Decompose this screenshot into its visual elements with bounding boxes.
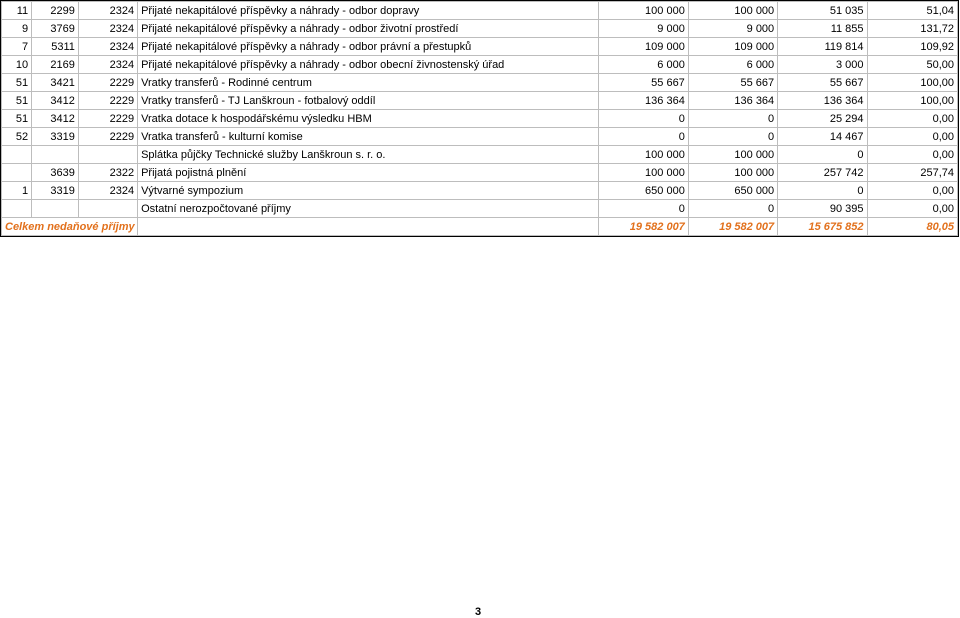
cell-actual: 51 035: [778, 2, 867, 20]
cell-actual: 90 395: [778, 200, 867, 218]
cell-item: 11: [2, 2, 32, 20]
table-row: [2, 110, 958, 128]
cell-percent: 131,72: [867, 20, 957, 38]
cell-item: 52: [2, 128, 32, 146]
table-row: [2, 146, 958, 164]
cell-paragraph: 2169: [32, 56, 79, 74]
cell-budget-approved: 0: [599, 200, 688, 218]
cell-percent: 0,00: [867, 128, 957, 146]
cell-item: 10: [2, 56, 32, 74]
cell-paragraph: 2299: [32, 2, 79, 20]
cell-description: Výtvarné sympozium: [138, 182, 599, 200]
cell-paragraph: [32, 200, 79, 218]
cell-actual: 0: [778, 146, 867, 164]
cell-description: Splátka půjčky Technické služby Lanškroun s. r. o.: [138, 146, 599, 164]
total-value-1: 19 582 007: [599, 218, 688, 236]
table-row: [2, 2, 958, 20]
cell-actual: 136 364: [778, 92, 867, 110]
cell-budget-approved: 100 000: [599, 164, 688, 182]
total-label: Celkem nedaňové příjmy: [2, 218, 138, 236]
cell-actual: 119 814: [778, 38, 867, 56]
cell-item-code: 2229: [78, 110, 137, 128]
cell-budget-adjusted: 136 364: [688, 92, 777, 110]
cell-description: Přijatá pojistná plnění: [138, 164, 599, 182]
cell-description: Vratka transferů - kulturní komise: [138, 128, 599, 146]
cell-item: [2, 146, 32, 164]
total-row: [2, 218, 958, 236]
cell-item: 1: [2, 182, 32, 200]
cell-percent: 100,00: [867, 92, 957, 110]
cell-description: Přijaté nekapitálové příspěvky a náhrady - odbor životní prostředí: [138, 20, 599, 38]
cell-paragraph: 3319: [32, 128, 79, 146]
table-row: [2, 182, 958, 200]
total-value-3: 15 675 852: [778, 218, 867, 236]
cell-percent: 0,00: [867, 200, 957, 218]
total-empty-cell: [138, 218, 599, 236]
cell-budget-adjusted: 0: [688, 110, 777, 128]
cell-description: Přijaté nekapitálové příspěvky a náhrady - odbor právní a přestupků: [138, 38, 599, 56]
cell-budget-adjusted: 55 667: [688, 74, 777, 92]
cell-item: 51: [2, 110, 32, 128]
cell-item: 51: [2, 74, 32, 92]
cell-percent: 257,74: [867, 164, 957, 182]
cell-item-code: [78, 146, 137, 164]
cell-actual: 55 667: [778, 74, 867, 92]
table-row: [2, 20, 958, 38]
cell-item-code: 2324: [78, 2, 137, 20]
table-row: [2, 128, 958, 146]
cell-percent: 0,00: [867, 146, 957, 164]
cell-actual: 11 855: [778, 20, 867, 38]
cell-description: Vratky transferů - TJ Lanškroun - fotbalový oddíl: [138, 92, 599, 110]
cell-description: Vratka dotace k hospodářskému výsledku HBM: [138, 110, 599, 128]
cell-budget-approved: 100 000: [599, 146, 688, 164]
cell-description: Přijaté nekapitálové příspěvky a náhrady - odbor dopravy: [138, 2, 599, 20]
cell-paragraph: 3639: [32, 164, 79, 182]
cell-actual: 257 742: [778, 164, 867, 182]
cell-percent: 109,92: [867, 38, 957, 56]
cell-paragraph: 3421: [32, 74, 79, 92]
cell-actual: 3 000: [778, 56, 867, 74]
cell-percent: 50,00: [867, 56, 957, 74]
cell-budget-adjusted: 0: [688, 200, 777, 218]
table-body: [2, 2, 958, 218]
cell-item-code: 2324: [78, 20, 137, 38]
cell-item-code: 2324: [78, 182, 137, 200]
total-value-2: 19 582 007: [688, 218, 777, 236]
cell-budget-approved: 100 000: [599, 2, 688, 20]
cell-budget-adjusted: 6 000: [688, 56, 777, 74]
cell-budget-adjusted: 100 000: [688, 2, 777, 20]
cell-item: 9: [2, 20, 32, 38]
cell-item-code: [78, 200, 137, 218]
table-row: [2, 56, 958, 74]
cell-paragraph: 3319: [32, 182, 79, 200]
cell-paragraph: 5311: [32, 38, 79, 56]
cell-actual: 25 294: [778, 110, 867, 128]
cell-budget-approved: 109 000: [599, 38, 688, 56]
cell-budget-approved: 55 667: [599, 74, 688, 92]
cell-budget-adjusted: 650 000: [688, 182, 777, 200]
cell-item: [2, 200, 32, 218]
cell-item-code: 2324: [78, 56, 137, 74]
cell-budget-adjusted: 100 000: [688, 146, 777, 164]
cell-budget-adjusted: 9 000: [688, 20, 777, 38]
total-value-4: 80,05: [867, 218, 957, 236]
cell-description: Přijaté nekapitálové příspěvky a náhrady - odbor obecní živnostenský úřad: [138, 56, 599, 74]
cell-item-code: 2229: [78, 74, 137, 92]
cell-budget-adjusted: 100 000: [688, 164, 777, 182]
cell-percent: 0,00: [867, 182, 957, 200]
table-row: [2, 164, 958, 182]
cell-description: Vratky transferů - Rodinné centrum: [138, 74, 599, 92]
cell-budget-approved: 650 000: [599, 182, 688, 200]
table-row: [2, 74, 958, 92]
cell-item: 51: [2, 92, 32, 110]
cell-item: [2, 164, 32, 182]
table-row: [2, 38, 958, 56]
table-row: [2, 200, 958, 218]
cell-budget-adjusted: 109 000: [688, 38, 777, 56]
cell-budget-approved: 9 000: [599, 20, 688, 38]
cell-item: 7: [2, 38, 32, 56]
cell-percent: 0,00: [867, 110, 957, 128]
cell-paragraph: 3412: [32, 92, 79, 110]
cell-percent: 51,04: [867, 2, 957, 20]
table-row: [2, 92, 958, 110]
cell-item-code: 2324: [78, 38, 137, 56]
cell-item-code: 2322: [78, 164, 137, 182]
cell-budget-approved: 136 364: [599, 92, 688, 110]
cell-paragraph: 3412: [32, 110, 79, 128]
cell-budget-approved: 6 000: [599, 56, 688, 74]
cell-percent: 100,00: [867, 74, 957, 92]
cell-actual: 14 467: [778, 128, 867, 146]
cell-paragraph: 3769: [32, 20, 79, 38]
cell-paragraph: [32, 146, 79, 164]
cell-budget-adjusted: 0: [688, 128, 777, 146]
cell-item-code: 2229: [78, 92, 137, 110]
cell-description: Ostatní nerozpočtované příjmy: [138, 200, 599, 218]
cell-item-code: 2229: [78, 128, 137, 146]
budget-table: [1, 1, 958, 236]
cell-actual: 0: [778, 182, 867, 200]
cell-budget-approved: 0: [599, 128, 688, 146]
cell-budget-approved: 0: [599, 110, 688, 128]
page-number: 3: [475, 606, 482, 618]
